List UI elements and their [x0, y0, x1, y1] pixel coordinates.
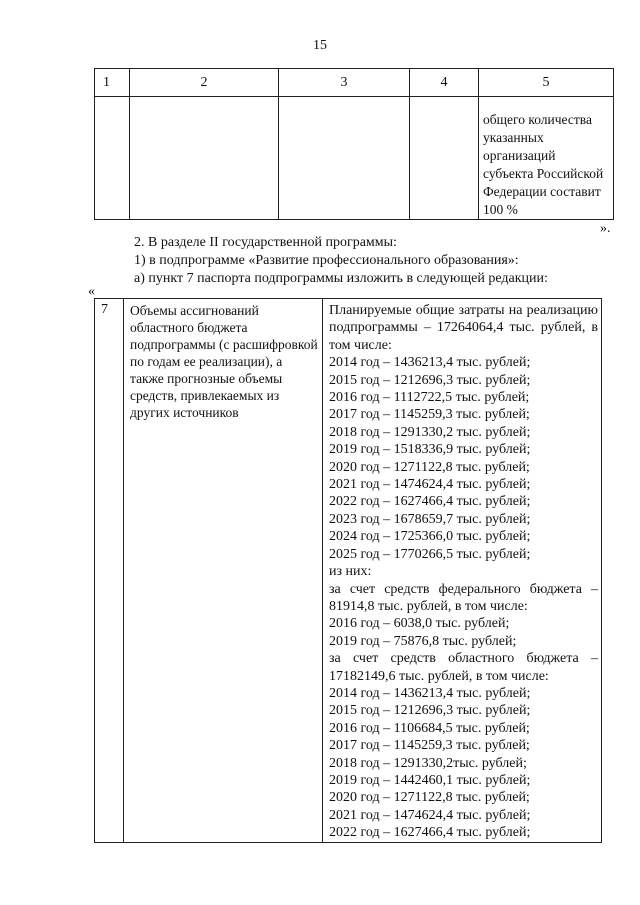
table-row — [95, 97, 614, 220]
text-line: 2024 год – 1725366,0 тыс. рублей; — [329, 529, 531, 545]
text-line: 2016 год – 6038,0 тыс. рублей; — [329, 616, 510, 632]
opening-quote: « — [88, 284, 95, 299]
text-line: 2022 год – 1627466,4 тыс. рублей; — [329, 494, 531, 510]
table-cell — [279, 97, 410, 220]
text-line: 2020 год – 1271122,8 тыс. рублей; — [329, 459, 530, 475]
paragraph: а) пункт 7 паспорта подпрограммы изложить в следующей редакции: — [134, 271, 548, 286]
header-cell-4: 4 — [410, 69, 479, 97]
row-number-cell: 7 — [95, 299, 124, 843]
table-cell — [410, 97, 479, 220]
header-cell-1: 1 — [95, 69, 130, 97]
text-line: 2021 год – 1474624,4 тыс. рублей; — [329, 477, 531, 493]
text-line: 2016 год – 1112722,5 тыс. рублей; — [329, 390, 530, 406]
table-row — [95, 299, 602, 843]
text-line: 2015 год – 1212696,3 тыс. рублей; — [329, 372, 531, 388]
continuation-table — [94, 68, 614, 220]
text-line: 2022 год – 1627466,4 тыс. рублей; — [329, 825, 531, 841]
table-cell — [130, 97, 279, 220]
table-header-row — [95, 69, 614, 97]
funding-cell — [323, 299, 602, 843]
text-line: 2020 год – 1271122,8 тыс. рублей; — [329, 790, 530, 806]
header-cell-3: 3 — [279, 69, 410, 97]
text-line: 2019 год – 1518336,9 тыс. рублей; — [329, 442, 531, 458]
text-line: 2018 год – 1291330,2 тыс. рублей; — [329, 424, 531, 440]
table-cell — [95, 97, 130, 220]
header-cell-2: 2 — [130, 69, 279, 97]
text-line: указанных — [483, 130, 544, 145]
paragraph: 1) в подпрограмме «Развитие профессионального образования»: — [134, 253, 519, 268]
text-line: 2023 год – 1678659,7 тыс. рублей; — [329, 511, 531, 527]
closing-quote: ». — [600, 221, 611, 236]
text-line: организаций — [483, 148, 556, 163]
paragraph: 2. В разделе II государственной программы: — [134, 235, 397, 250]
text-line: 2025 год – 1770266,5 тыс. рублей; — [329, 546, 531, 562]
text-line: за счет средств областного бюджета – 17182149,6 тыс. рублей, в том числе: — [329, 651, 598, 684]
text-line: общего количества — [483, 112, 592, 127]
text-line: 2017 год – 1145259,3 тыс. рублей; — [329, 738, 530, 754]
text-line: 2014 год – 1436213,4 тыс. рублей; — [329, 355, 531, 371]
text-line: субъекта Российской — [483, 166, 604, 181]
col5-text — [479, 97, 613, 219]
text-line: Федерации составит — [483, 184, 601, 199]
text-line: 2019 год – 1442460,1 тыс. рублей; — [329, 772, 531, 788]
header-cell-5: 5 — [479, 69, 614, 97]
text-line: 2018 год – 1291330,2тыс. рублей; — [329, 755, 527, 771]
text-line: 2015 год – 1212696,3 тыс. рублей; — [329, 703, 531, 719]
text-line: из них: — [329, 564, 372, 580]
text-line: 2014 год – 1436213,4 тыс. рублей; — [329, 685, 531, 701]
text-line: 2021 год – 1474624,4 тыс. рублей; — [329, 807, 531, 823]
text-line: 100 % — [483, 202, 518, 217]
description-cell: Объемы ассигнований областного бюджета подпрограммы (с расшифровкой по годам ее реализации), а также прогнозные объемы средств, привлекаемых из других источников — [124, 299, 323, 843]
text-line: 2017 год – 1145259,3 тыс. рублей; — [329, 407, 530, 423]
text-line: за счет средств федерального бюджета – 81914,8 тыс. рублей, в том числе: — [329, 581, 598, 614]
text-line: Планируемые общие затраты на реализацию подпрограммы – 17264064,4 тыс. рублей, в том числе: — [329, 303, 598, 353]
table-cell-col5 — [479, 97, 614, 220]
page-number: 15 — [313, 38, 327, 53]
text-line: 2019 год – 75876,8 тыс. рублей; — [329, 633, 517, 649]
passport-table — [94, 298, 602, 843]
text-line: 2016 год – 1106684,5 тыс. рублей; — [329, 720, 530, 736]
